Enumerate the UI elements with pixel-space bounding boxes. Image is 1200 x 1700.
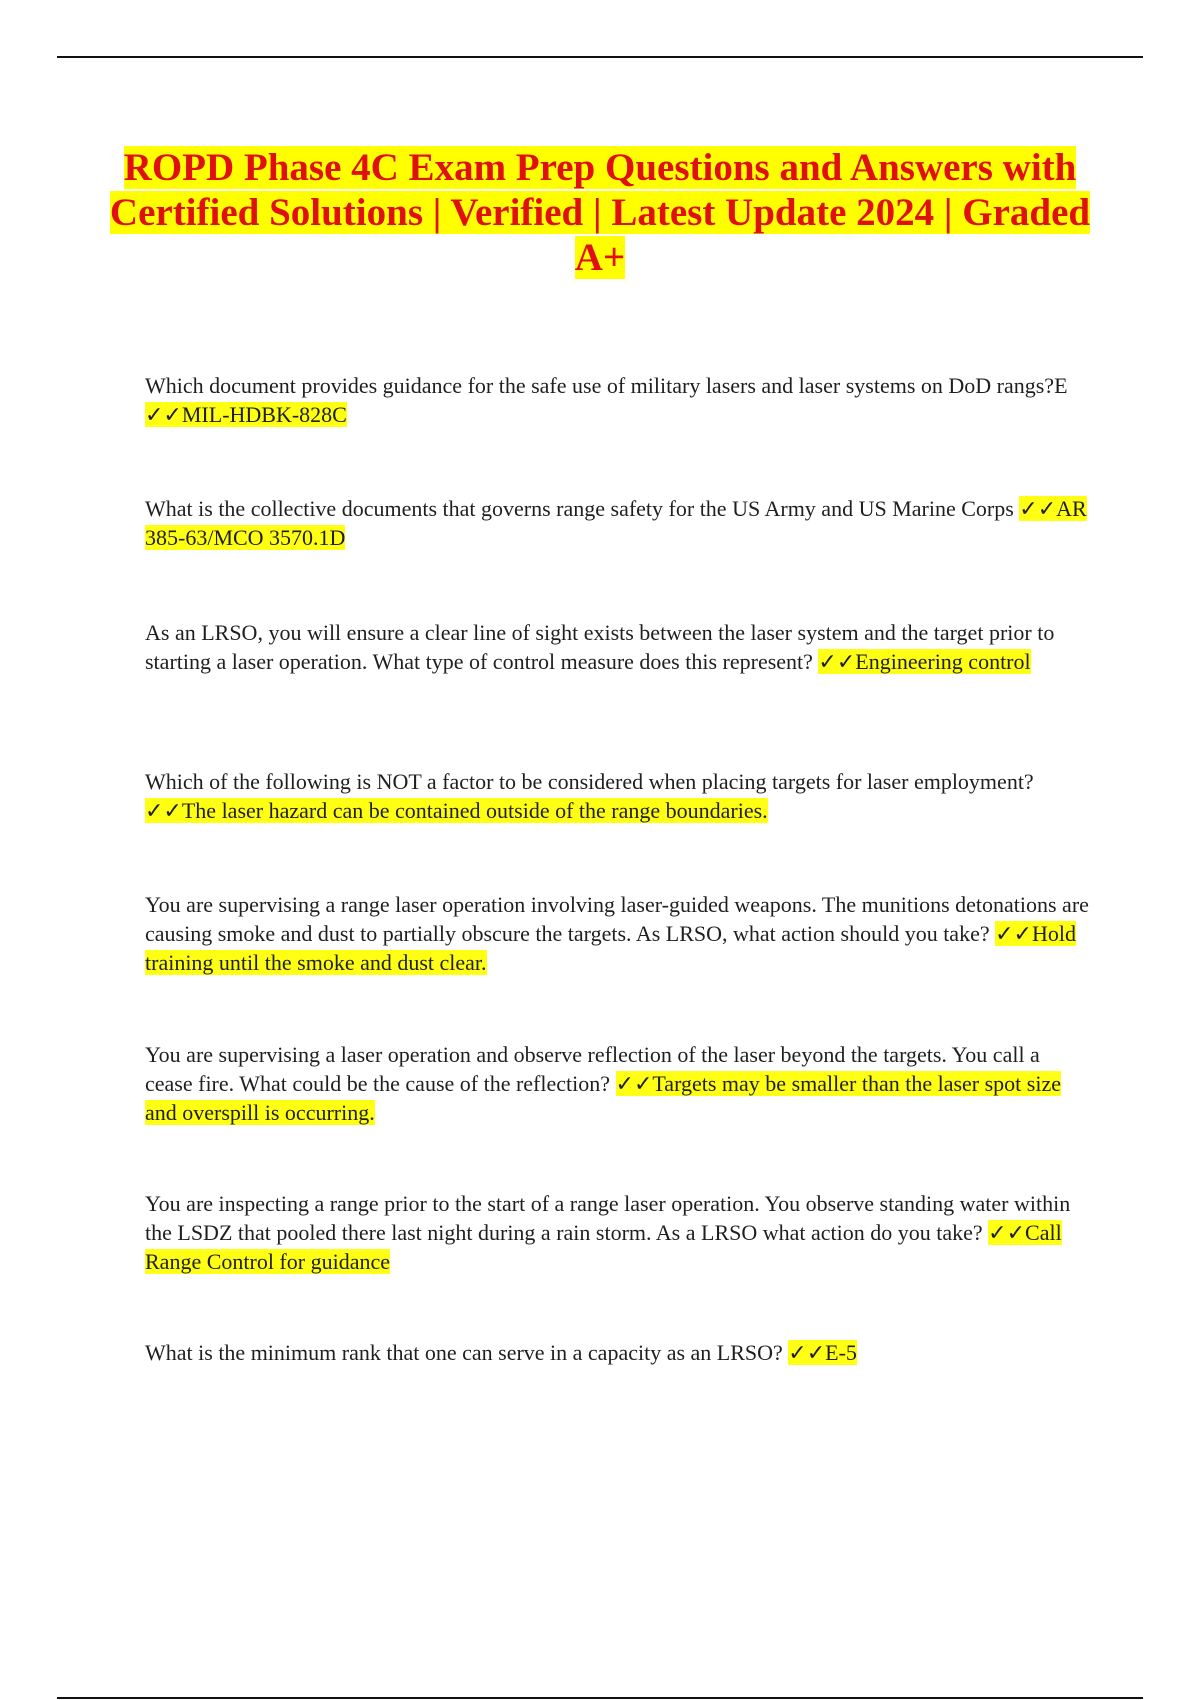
answer-text: ✓✓Targets may be smaller than the laser spot size and overspill is occurring.: [145, 1071, 1061, 1125]
answer-text: ✓✓Hold training until the smoke and dust clear.: [145, 921, 1076, 975]
question-text: As an LRSO, you will ensure a clear line of sight exists between the laser system and the target prior to starting a laser operation. What type of control measure does this represent?: [145, 620, 1055, 674]
question-text: You are supervising a laser operation and observe reflection of the laser beyond the targets. You call a cease fire. What could be the cause of the reflection?: [145, 1042, 1040, 1096]
answer-text: ✓✓Call Range Control for guidance: [145, 1220, 1062, 1274]
answer-text: ✓✓AR 385-63/MCO 3570.1D: [145, 496, 1087, 550]
question-text: You are supervising a range laser operation involving laser-guided weapons. The munitions detonations are causing smoke and dust to partially obscure the targets. As LRSO, what action should you take?: [145, 892, 1089, 946]
answer-text: ✓✓Engineering control: [818, 649, 1031, 674]
document-title: [100, 145, 1100, 280]
qa-item-4: [145, 767, 1090, 825]
qa-item-1: [145, 371, 1090, 429]
qa-item-2: [145, 494, 1090, 552]
answer-text: ✓✓The laser hazard can be contained outside of the range boundaries.: [145, 798, 768, 823]
qa-item-5: [145, 890, 1090, 977]
question-text: You are inspecting a range prior to the start of a range laser operation. You observe standing water within the LSDZ that pooled there last night during a rain storm. As a LRSO what action do you take?: [145, 1191, 1071, 1245]
answer-text: ✓✓E-5: [788, 1340, 857, 1365]
answer-text: ✓✓MIL-HDBK-828C: [145, 402, 347, 427]
qa-item-3: [145, 618, 1090, 676]
question-text: Which document provides guidance for the safe use of military lasers and laser systems on DoD rangs?E: [145, 373, 1068, 398]
top-rule: [57, 56, 1143, 58]
question-text: What is the minimum rank that one can serve in a capacity as an LRSO?: [145, 1340, 783, 1365]
qa-item-6: [145, 1040, 1090, 1127]
qa-item-7: [145, 1189, 1090, 1276]
bottom-rule: [57, 1697, 1143, 1699]
question-text: Which of the following is NOT a factor to be considered when placing targets for laser employment?: [145, 769, 1034, 794]
question-text: What is the collective documents that governs range safety for the US Army and US Marine Corps: [145, 496, 1014, 521]
document-title-text: ROPD Phase 4C Exam Prep Questions and Answers with Certified Solutions | Verified | Latest Update 2024 | Graded A+: [109, 146, 1091, 279]
qa-item-8: [145, 1338, 1090, 1367]
